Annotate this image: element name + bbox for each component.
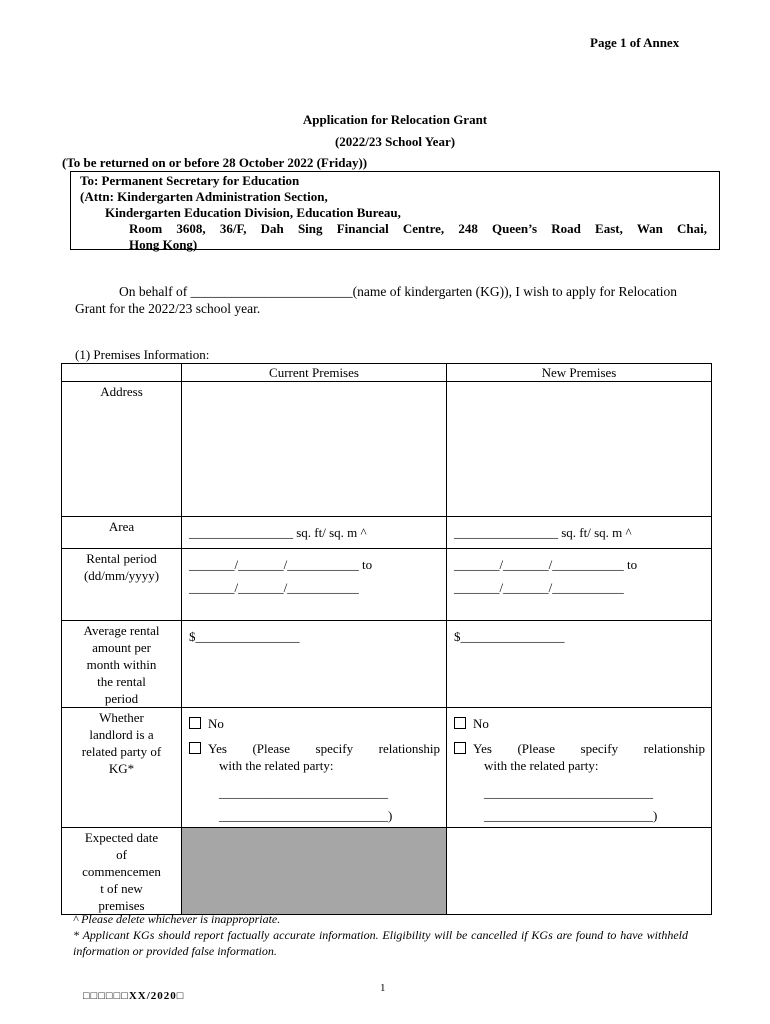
label-line: the rental xyxy=(97,674,146,689)
row-label-address: Address xyxy=(62,382,182,517)
option-no-label: No xyxy=(208,716,224,731)
kindergarten-name-field[interactable]: ________________________ xyxy=(190,284,353,299)
new-average-rent-field[interactable]: $________________ xyxy=(447,621,712,708)
label-line: Whether xyxy=(99,710,144,725)
header-blank-cell xyxy=(62,364,182,382)
current-expected-date-shaded xyxy=(182,828,447,915)
label-line: landlord is a xyxy=(89,727,154,742)
current-landlord-cell xyxy=(182,708,447,828)
row-label-average-rent xyxy=(62,621,182,708)
rental-start-date[interactable]: _______/_______/___________ to xyxy=(454,557,638,572)
page-number: 1 xyxy=(380,982,386,994)
footnotes xyxy=(73,911,688,959)
checkbox-yes[interactable] xyxy=(454,742,466,754)
label-line: KG* xyxy=(108,761,135,776)
row-label-area: Area xyxy=(62,517,182,549)
new-address-field[interactable] xyxy=(447,382,712,517)
relationship-field[interactable]: __________________________ xyxy=(484,785,653,800)
label-line: t of new xyxy=(100,881,143,896)
relationship-field[interactable]: __________________________ xyxy=(219,785,388,800)
recipient-address-box xyxy=(70,171,720,250)
label-line: commencemen xyxy=(82,864,161,879)
option-yes-label: Yes (Please specify relationship xyxy=(208,741,440,756)
rental-start-date[interactable]: _______/_______/___________ to xyxy=(189,557,373,572)
new-landlord-cell xyxy=(447,708,712,828)
rental-period-label: Rental period xyxy=(86,551,157,566)
checkbox-yes[interactable] xyxy=(189,742,201,754)
new-expected-date-field[interactable] xyxy=(447,828,712,915)
row-label-expected-date xyxy=(62,828,182,915)
attention-line: (Attn: Kindergarten Administration Section, xyxy=(80,189,328,204)
label-line: amount per xyxy=(92,640,151,655)
form-subtitle: (2022/23 School Year) xyxy=(334,134,456,149)
option-yes-continued: with the related party: xyxy=(484,758,599,773)
division-line: Kindergarten Education Division, Education Bureau, xyxy=(105,205,401,220)
footnote-related-party: * Applicant KGs should report factually accurate information. Eligibility will be cancelled if KGs are found to have withheld information or provided false information. xyxy=(73,928,688,958)
label-line: Average rental xyxy=(83,623,160,638)
date-format-label: (dd/mm/yyyy) xyxy=(83,568,160,583)
intro-text-start: On behalf of xyxy=(119,284,191,299)
new-area-field[interactable]: ________________ sq. ft/ sq. m ^ xyxy=(447,517,712,549)
column-header-new: New Premises xyxy=(447,364,712,382)
page-label: Page 1 of Annex xyxy=(590,35,680,50)
checkbox-no[interactable] xyxy=(189,717,201,729)
label-line: related party of xyxy=(81,744,162,759)
label-line: premises xyxy=(98,898,145,913)
column-header-current: Current Premises xyxy=(182,364,447,382)
option-yes-label: Yes (Please specify relationship xyxy=(473,741,705,756)
rental-end-date[interactable]: _______/_______/___________ xyxy=(454,580,624,595)
relationship-field[interactable]: __________________________) xyxy=(484,808,658,823)
label-line: month within xyxy=(86,657,157,672)
relationship-field[interactable]: __________________________) xyxy=(219,808,393,823)
street-address-line: Room 3608, 36/F, Dah Sing Financial Centre, 248 Queen’s Road East, Wan Chai, xyxy=(129,221,707,236)
footer-reference-code: □□□□□□XX/2020□ xyxy=(83,990,185,1002)
section-heading-premises: (1) Premises Information: xyxy=(75,347,210,362)
footnote-delete: ^ Please delete whichever is inappropriate. xyxy=(73,912,281,926)
return-deadline: (To be returned on or before 28 October 2022 (Friday)) xyxy=(62,155,368,170)
premises-table xyxy=(61,363,712,915)
row-label-related-landlord xyxy=(62,708,182,828)
new-rental-period-field[interactable] xyxy=(447,549,712,621)
rental-end-date[interactable]: _______/_______/___________ xyxy=(189,580,359,595)
intro-text-end: (name of kindergarten (KG)), I wish to apply for Relocation Grant for the 2022/23 school year. xyxy=(75,284,678,316)
city-line: Hong Kong) xyxy=(129,237,198,252)
current-rental-period-field[interactable] xyxy=(182,549,447,621)
option-yes-continued: with the related party: xyxy=(219,758,334,773)
current-address-field[interactable] xyxy=(182,382,447,517)
current-area-field[interactable]: ________________ sq. ft/ sq. m ^ xyxy=(182,517,447,549)
label-line: Expected date xyxy=(84,830,159,845)
current-average-rent-field[interactable]: $________________ xyxy=(182,621,447,708)
checkbox-no[interactable] xyxy=(454,717,466,729)
label-line: period xyxy=(104,691,139,706)
option-no-label: No xyxy=(473,716,489,731)
label-line: of xyxy=(116,847,127,862)
intro-paragraph xyxy=(75,283,690,317)
row-label-rental-period xyxy=(62,549,182,621)
form-title: Application for Relocation Grant xyxy=(302,112,488,127)
recipient-line: To: Permanent Secretary for Education xyxy=(80,173,300,188)
